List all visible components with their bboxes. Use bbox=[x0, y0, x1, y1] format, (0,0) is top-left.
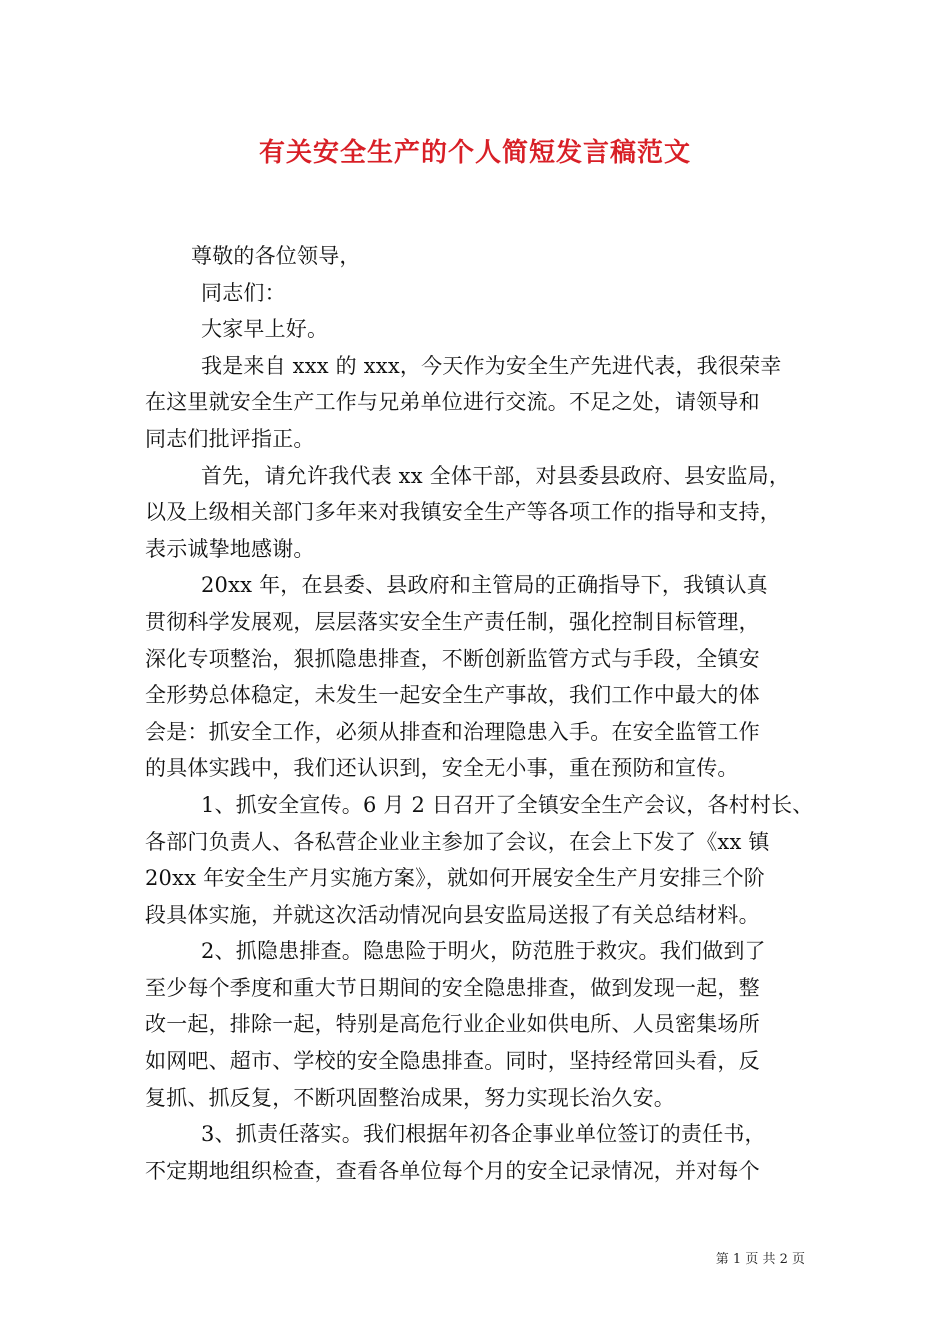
document-title: 有关安全生产的个人简短发言稿范文 bbox=[258, 138, 691, 168]
document-body bbox=[145, 238, 815, 1189]
text-line: 改一起，排除一起，特别是高危行业企业如供电所、人员密集场所 bbox=[145, 1012, 760, 1037]
text-line: 我是来自 xxx 的 xxx，今天作为安全生产先进代表，我很荣幸 bbox=[201, 353, 782, 378]
text-line: 大家早上好。 bbox=[201, 317, 329, 342]
text-line: 深化专项整治，狠抓隐患排查，不断创新监管方式与手段，全镇安 bbox=[145, 646, 760, 671]
text-line: 会是：抓安全工作，必须从排查和治理隐患入手。在安全监管工作 bbox=[145, 719, 760, 744]
text-line: 尊敬的各位领导， bbox=[191, 244, 361, 268]
text-line: 贯彻科学发展观，层层落实安全生产责任制，强化控制目标管理， bbox=[145, 609, 760, 634]
text-line: 同志们批评指正。 bbox=[145, 426, 315, 451]
page-number: 第 1 页 共 2 页 bbox=[715, 1252, 805, 1267]
text-line: 3、抓责任落实。我们根据年初各企事业单位签订的责任书， bbox=[201, 1122, 766, 1147]
text-line: 表示诚挚地感谢。 bbox=[145, 536, 315, 561]
text-line: 在这里就安全生产工作与兄弟单位进行交流。不足之处，请领导和 bbox=[145, 390, 760, 415]
text-line: 各部门负责人、各私营企业业主参加了会议，在会上下发了《xx 镇 bbox=[145, 829, 770, 854]
text-line: 1、抓安全宣传。6 月 2 日召开了全镇安全生产会议，各村村长、 bbox=[201, 792, 814, 817]
text-line: 20xx 年安全生产月实施方案》，就如何开展安全生产月安排三个阶 bbox=[145, 866, 765, 891]
text-line: 的具体实践中，我们还认识到，安全无小事，重在预防和宣传。 bbox=[145, 756, 739, 781]
text-line: 以及上级相关部门多年来对我镇安全生产等各项工作的指导和支持， bbox=[145, 500, 781, 525]
text-line: 复抓、抓反复，不断巩固整治成果，努力实现长治久安。 bbox=[145, 1085, 675, 1110]
text-line: 首先，请允许我代表 xx 全体干部，对县委县政府、县安监局， bbox=[201, 463, 791, 488]
text-line: 2、抓隐患排查。隐患险于明火，防范胜于救灾。我们做到了 bbox=[201, 939, 766, 964]
text-line: 20xx 年，在县委、县政府和主管局的正确指导下，我镇认真 bbox=[201, 573, 768, 598]
text-line: 段具体实施，并就这次活动情况向县安监局送报了有关总结材料。 bbox=[145, 902, 760, 927]
text-line: 不定期地组织检查，查看各单位每个月的安全记录情况，并对每个 bbox=[145, 1158, 760, 1183]
text-line: 同志们： bbox=[201, 280, 286, 305]
text-line: 至少每个季度和重大节日期间的安全隐患排查，做到发现一起，整 bbox=[145, 975, 760, 1000]
text-line: 全形势总体稳定，未发生一起安全生产事故，我们工作中最大的体 bbox=[145, 683, 760, 708]
text-line: 如网吧、超市、学校的安全隐患排查。同时，坚持经常回头看，反 bbox=[145, 1049, 760, 1074]
